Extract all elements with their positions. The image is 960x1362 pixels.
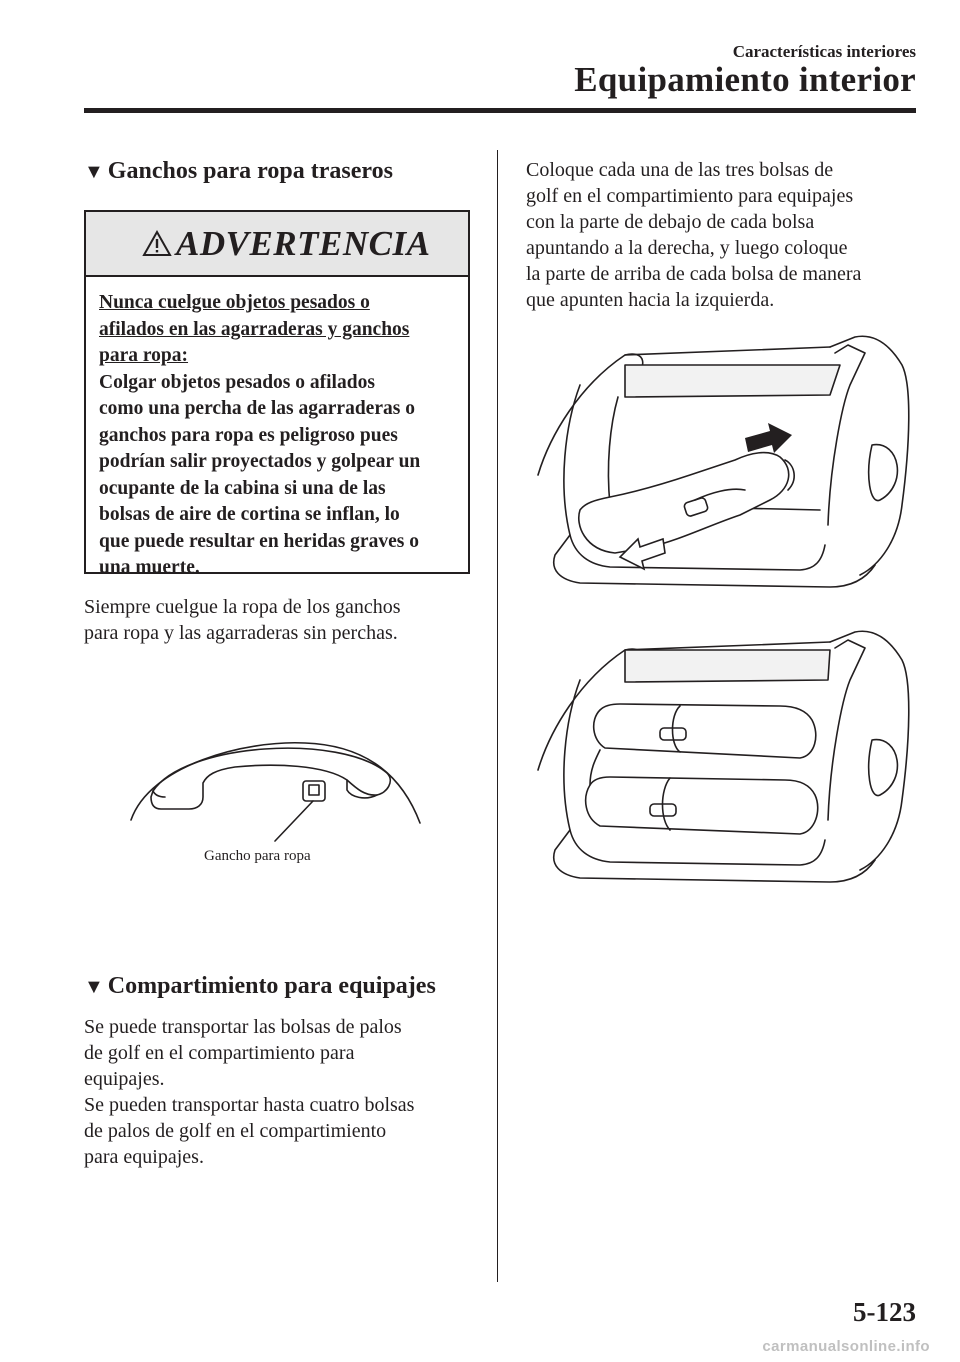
- warning-triangle-icon: [142, 230, 172, 257]
- warning-line: Nunca cuelgue objetos pesados o: [99, 292, 370, 313]
- text-line: Se pueden transportar hasta cuatro bolsas: [84, 1094, 415, 1116]
- text-line: golf en el compartimiento para equipajes: [526, 185, 854, 207]
- figure-caption-hook: Gancho para ropa: [204, 848, 311, 864]
- warning-line: para ropa:: [99, 345, 189, 366]
- watermark-text: carmanualsonline.info: [762, 1338, 930, 1355]
- trunk-stacked-golf-bags-illustration: [530, 620, 915, 900]
- warning-box: [84, 210, 470, 578]
- header-rule: [84, 108, 916, 113]
- assist-grip-illustration: [125, 725, 440, 850]
- warning-title: ADVERTENCIA: [176, 224, 431, 263]
- text-line: apuntando a la derecha, y luego coloque: [526, 237, 848, 259]
- text-line: para equipajes.: [84, 1146, 204, 1168]
- text-line: Siempre cuelgue la ropa de los ganchos: [84, 596, 401, 618]
- warning-line: como una percha de las agarraderas o: [99, 398, 415, 419]
- warning-line: una muerte.: [99, 557, 200, 578]
- warning-header: [86, 212, 468, 277]
- paragraph-luggage: [84, 1014, 484, 1170]
- warning-line: que puede resultar en heridas graves o: [99, 530, 419, 552]
- arrow-right-icon: [745, 423, 792, 453]
- warning-line: bolsas de aire de cortina se inflan, lo: [99, 504, 400, 525]
- text-line: la parte de arriba de cada bolsa de manera: [526, 263, 862, 285]
- warning-line: ocupante de la cabina si una de las: [99, 477, 386, 499]
- section-heading-hooks: [84, 158, 393, 185]
- page-number: 5-123: [853, 1297, 916, 1327]
- triangle-down-icon: ▼: [84, 976, 104, 998]
- text-line: equipajes.: [84, 1068, 165, 1090]
- page-title: Equipamiento interior: [574, 60, 916, 99]
- text-line: Se puede transportar las bolsas de palos: [84, 1016, 402, 1038]
- paragraph-hooks: [84, 594, 484, 646]
- warning-line: Colgar objetos pesados o afilados: [99, 371, 375, 393]
- warning-line: ganchos para ropa es peligroso pues: [99, 424, 398, 446]
- text-line: con la parte de debajo de cada bolsa: [526, 211, 815, 233]
- paragraph-golf-bags: [526, 157, 926, 313]
- text-line: para ropa y las agarraderas sin perchas.: [84, 622, 398, 644]
- text-line: de golf en el compartimiento para: [84, 1042, 355, 1064]
- section-heading-luggage: [84, 973, 436, 1000]
- chapter-label: Características interiores: [732, 42, 916, 61]
- trunk-golf-bag-illustration: [530, 325, 915, 605]
- text-line: de palos de golf en el compartimiento: [84, 1120, 387, 1142]
- triangle-down-icon: ▼: [84, 161, 104, 183]
- warning-line: afilados en las agarraderas y ganchos: [99, 318, 410, 340]
- text-line: que apunten hacia la izquierda.: [526, 289, 775, 311]
- column-divider: [497, 150, 498, 1282]
- section-heading-hooks-text: Ganchos para ropa traseros: [107, 158, 393, 184]
- text-line: Coloque cada una de las tres bolsas de: [526, 159, 834, 181]
- section-heading-luggage-text: Compartimiento para equipajes: [107, 973, 436, 999]
- warning-text: [99, 290, 461, 582]
- warning-line: podrían salir proyectados y golpear un: [99, 451, 421, 472]
